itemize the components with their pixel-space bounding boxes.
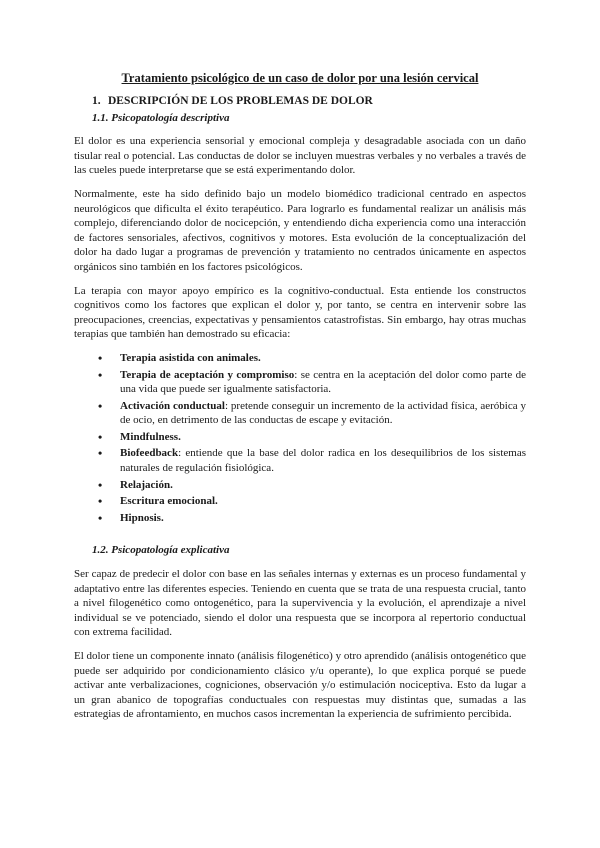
therapy-name: Terapia asistida con animales. <box>120 351 261 364</box>
list-item <box>120 399 526 428</box>
subsection-heading-1-1: 1.1. Psicopatología descriptiva <box>92 111 230 124</box>
therapy-name: Relajación. <box>120 478 173 491</box>
list-item <box>120 494 526 509</box>
list-item <box>120 511 526 526</box>
list-item <box>120 351 526 366</box>
list-item <box>120 368 526 397</box>
therapy-desc: : pretende conseguir un incremento de la actividad física, aeróbica y de ocio, en detrimento de las conductas de escape y evitación. <box>120 399 526 427</box>
therapy-list <box>74 351 526 526</box>
therapy-name: Terapia de aceptación y compromiso <box>120 368 295 381</box>
paragraph: Ser capaz de predecir el dolor con base en las señales internas y externas es un proceso fundamental y adaptativo entre las diferentes especies. Teniendo en cuenta que se trata de una respuesta crucial, tanto a nivel filogenético como ontogenético, para la supervivencia y la evolución, el aprendizaje a nivel individual se ve potenciado, siendo el dolor una respuesta que se incorpora al repertorio conductual con extrema facilidad. <box>74 568 526 639</box>
subsection-heading-1-2: 1.2. Psicopatología explicativa <box>92 544 230 557</box>
paragraph: La terapia con mayor apoyo empírico es la cognitivo-conductual. Esta entiende los constructos cognitivos como los factores que explican el dolor y, por tanto, se centra en intervenir sobre las preocupaciones, creencias, expectativas y pensamientos catastrofistas. Sin embargo, hay otras muchas terapias que también han demostrado su eficacia: <box>74 284 526 341</box>
list-item <box>120 446 526 475</box>
paragraph: Normalmente, este ha sido definido bajo un modelo biomédico tradicional centrado en aspectos neurológicos que dificulta el éxito terapéutico. Para lograrlo es fundamental realizar un análisis más complejo, diferenciando dolor de nocicepción, y entendiendo dicha experiencia como una interacción de factores sensoriales, afectivos, cognitivos y motores. Esta evolución de la conceptualización del dolor ha dado lugar a programas de prevención y tratamiento no centrados únicamente en aspectos orgánicos sino también en los factores psicológicos. <box>74 187 526 273</box>
therapy-desc: : se centra en la aceptación del dolor como parte de una vida que puede ser igualmente satisfactoria. <box>120 368 526 396</box>
document-title: Tratamiento psicológico de un caso de dolor por una lesión cervical <box>121 71 479 85</box>
paragraph: El dolor es una experiencia sensorial y emocional compleja y desagradable asociada con un daño tisular real o potencial. Las conductas de dolor se incluyen muestras verbales y no verbales a través de las cueles puede interpretarse que se está experimentando dolor. <box>74 135 526 177</box>
section-heading-1 <box>92 94 526 109</box>
list-item <box>120 430 526 445</box>
therapy-name: Activación conductual <box>120 399 225 412</box>
therapy-name: Escritura emocional. <box>120 495 218 508</box>
section-number: 1. <box>92 95 101 107</box>
paragraph: El dolor tiene un componente innato (análisis filogenético) y otro aprendido (análisis ontogenético que puede ser adquirido por condicionamiento clásico y/u operante), lo que explica porqué se puede activar ante verbalizaciones, cogniciones, observación y/o estimulación nociceptiva. Esto da lugar a un gran abanico de topografías conductuales con respuestas muy distintas que, sumadas a las estrategias de afrontamiento, en muchos casos incrementan la experiencia de sufrimiento percibida. <box>74 650 526 721</box>
therapy-name: Biofeedback <box>120 447 179 460</box>
list-item <box>120 478 526 493</box>
therapy-name: Hipnosis. <box>120 511 164 524</box>
therapy-desc: : entiende que la base del dolor radica en los desequilibrios de los sistemas naturales de regulación fisiológica. <box>120 447 526 475</box>
section-title: DESCRIPCIÓN DE LOS PROBLEMAS DE DOLOR <box>108 95 373 107</box>
document-page <box>74 70 526 731</box>
therapy-name: Mindfulness. <box>120 430 181 443</box>
